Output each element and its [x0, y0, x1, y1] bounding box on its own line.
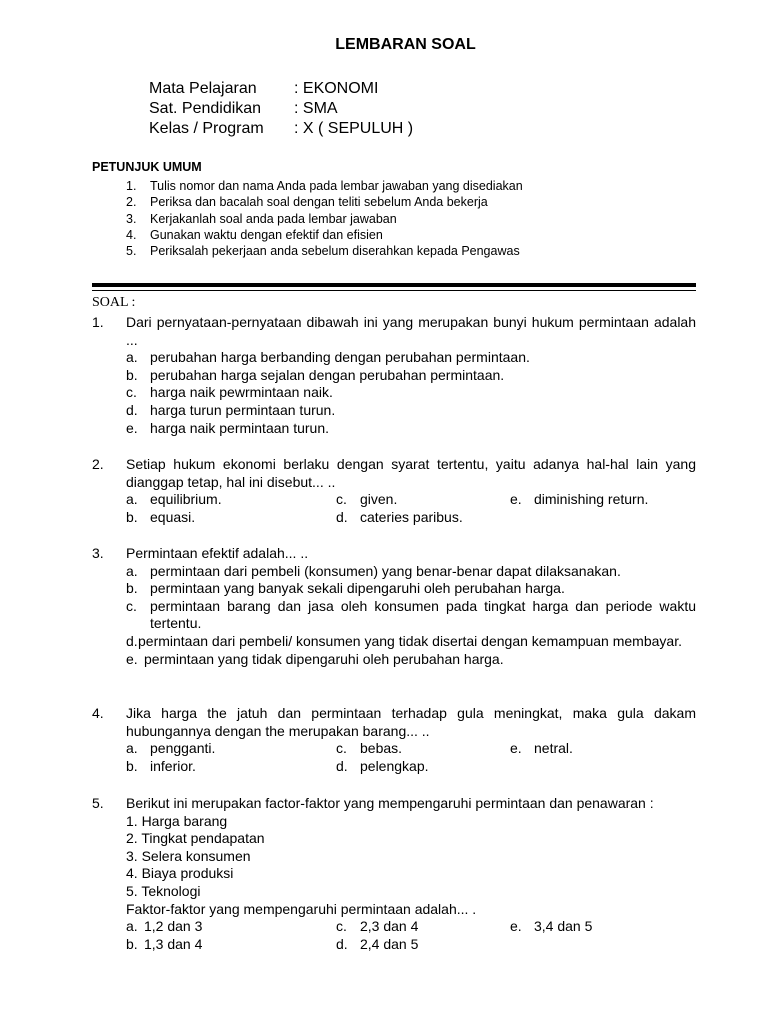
question-prompt: Faktor-faktor yang mempengaruhi permintaan adalah... .	[126, 900, 477, 917]
option-letter: a.	[126, 349, 138, 366]
option-b	[126, 758, 196, 776]
option-b	[126, 509, 195, 527]
option-letter: b.	[126, 366, 138, 383]
instruction-text: Kerjakanlah soal anda pada lembar jawaban	[150, 211, 397, 226]
instruction-number: 5.	[126, 244, 137, 259]
option-text: cateries paribus.	[360, 508, 463, 525]
question-2	[92, 456, 696, 526]
option-text: permintaan dari pembeli/ konsumen yang tidak disertai dengan kemampuan membayar.	[138, 632, 682, 649]
option-text: permintaan yang banyak sekali dipengaruhi oleh perubahan harga.	[150, 580, 565, 597]
option-c	[126, 384, 696, 402]
option-row	[126, 509, 696, 527]
option-e	[126, 651, 696, 669]
instruction-item	[126, 211, 523, 227]
option-text: harga naik pewrmintaan naik.	[150, 384, 333, 401]
option-text: perubahan harga berbanding dengan perubahan permintaan.	[150, 349, 530, 366]
option-a	[126, 491, 222, 509]
option-text: perubahan harga sejalan dengan perubahan permintaan.	[150, 366, 505, 383]
option-d	[126, 633, 696, 651]
factor-item: 1. Harga barang	[126, 812, 228, 829]
option-letter: a.	[126, 562, 138, 579]
divider-thin	[92, 290, 696, 291]
subject-info	[149, 79, 413, 139]
option-c	[336, 491, 397, 509]
option-text: pengganti.	[150, 740, 216, 757]
option-letter: d.	[336, 757, 348, 774]
option-letter: e.	[510, 918, 522, 935]
option-e	[510, 918, 592, 936]
meta-row-subject	[149, 79, 413, 99]
option-d	[336, 936, 418, 954]
option-row	[126, 758, 696, 776]
option-letter: a.	[126, 491, 138, 508]
option-letter: c.	[126, 597, 137, 614]
option-letter: d.	[126, 401, 138, 418]
instruction-text: Gunakan waktu dengan efektif dan efisien	[150, 227, 383, 242]
option-c	[336, 740, 402, 758]
instruction-number: 1.	[126, 179, 137, 193]
factor-item: 3. Selera konsumen	[126, 847, 251, 864]
instructions-title: PETUNJUK UMUM	[92, 160, 202, 174]
question-number: 1.	[92, 314, 104, 330]
option-letter: c.	[126, 384, 137, 401]
option-letter: d.	[336, 508, 348, 525]
meta-row-school	[149, 99, 413, 119]
question-number: 5.	[92, 795, 104, 811]
question-5	[92, 795, 696, 953]
option-row	[126, 936, 696, 954]
option-d	[336, 509, 463, 527]
option-text: permintaan barang dan jasa oleh konsumen pada tingkat harga dan periode waktu tertentu.	[150, 597, 696, 632]
option-a	[126, 740, 215, 758]
option-letter: c.	[336, 491, 347, 508]
question-text: Setiap hukum ekonomi berlaku dengan syarat tertentu, yaitu adanya hal-hal lain yang dianggap tetap, hal ini disebut... ..	[126, 456, 696, 490]
instruction-text: Periksalah pekerjaan anda sebelum diserahkan kepada Pengawas	[150, 244, 520, 259]
divider-thick	[92, 283, 696, 287]
instructions-list	[126, 178, 523, 259]
option-text: inferior.	[150, 757, 196, 774]
question-text: Berikut ini merupakan factor-faktor yang mempengaruhi permintaan dan penawaran :	[126, 795, 654, 811]
question-text: Dari pernyataan-pernyataan dibawah ini yang merupakan bunyi hukum permintaan adalah ...	[126, 314, 696, 348]
option-letter: e.	[510, 740, 522, 757]
option-text: 2,4 dan 5	[360, 935, 419, 952]
option-text: equilibrium.	[150, 491, 222, 508]
option-text: 2,3 dan 4	[360, 918, 419, 935]
factor-item: 2. Tingkat pendapatan	[126, 830, 265, 847]
option-e	[510, 491, 648, 509]
meta-label: Kelas / Program	[149, 120, 264, 137]
option-b	[126, 936, 202, 954]
option-letter: c.	[336, 918, 347, 935]
option-d	[126, 402, 696, 420]
question-number: 4.	[92, 705, 104, 721]
option-a	[126, 349, 696, 367]
meta-value: : SMA	[294, 100, 338, 117]
option-letter: a.	[126, 740, 138, 757]
meta-value: : X ( SEPULUH )	[294, 120, 414, 137]
option-letter: a.	[126, 918, 138, 935]
question-3	[92, 545, 696, 668]
option-letter: b.	[126, 935, 138, 952]
option-c	[336, 918, 418, 936]
option-text: equasi.	[150, 508, 196, 525]
option-e	[126, 420, 696, 438]
option-text: harga naik permintaan turun.	[150, 419, 329, 436]
option-row	[126, 918, 696, 936]
instruction-number: 4.	[126, 227, 137, 242]
option-letter: d.	[336, 935, 348, 952]
option-text: 3,4 dan 5	[534, 918, 593, 935]
option-text: given.	[360, 491, 398, 508]
option-text: netral.	[534, 740, 573, 757]
instruction-item	[126, 178, 523, 194]
option-text: harga turun permintaan turun.	[150, 401, 336, 418]
questions-heading: SOAL :	[92, 295, 136, 310]
instruction-number: 2.	[126, 195, 137, 210]
option-letter: b.	[126, 580, 138, 597]
option-d	[336, 758, 429, 776]
option-letter: b.	[126, 508, 138, 525]
option-row	[126, 491, 696, 509]
meta-row-class	[149, 119, 413, 139]
meta-value: : EKONOMI	[294, 80, 379, 97]
option-text: pelengkap.	[360, 757, 429, 774]
option-letter: e.	[510, 491, 522, 508]
question-text: Jika harga the jatuh dan permintaan terhadap gula meningkat, maka gula dakam hubungannya dengan the merupakan barang... ..	[126, 705, 696, 739]
page-title: LEMBARAN SOAL	[335, 36, 476, 53]
option-c	[126, 598, 696, 633]
question-number: 2.	[92, 456, 104, 472]
option-text: diminishing return.	[534, 491, 649, 508]
option-letter: d.	[126, 632, 138, 649]
instruction-item	[126, 243, 523, 259]
option-b	[126, 580, 696, 598]
question-text: Permintaan efektif adalah... ..	[126, 545, 309, 561]
option-text: 1,3 dan 4	[144, 935, 203, 952]
instruction-item	[126, 227, 523, 243]
factor-item: 4. Biaya produksi	[126, 865, 234, 882]
option-row	[126, 740, 696, 758]
question-4	[92, 705, 696, 775]
option-letter: c.	[336, 740, 347, 757]
option-e	[510, 740, 573, 758]
option-text: 1,2 dan 3	[144, 918, 203, 935]
option-text: permintaan dari pembeli (konsumen) yang benar-benar dapat dilaksanakan.	[150, 562, 621, 579]
option-b	[126, 367, 696, 385]
meta-label: Mata Pelajaran	[149, 80, 257, 97]
option-letter: e.	[126, 419, 138, 436]
option-text: bebas.	[360, 740, 403, 757]
option-letter: e.	[126, 650, 138, 667]
question-1	[92, 314, 696, 437]
instruction-number: 3.	[126, 211, 137, 226]
option-text: permintaan yang tidak dipengaruhi oleh perubahan harga.	[144, 650, 504, 667]
instruction-item	[126, 194, 523, 210]
meta-label: Sat. Pendidikan	[149, 100, 262, 117]
option-a	[126, 918, 202, 936]
option-letter: b.	[126, 757, 138, 774]
instruction-text: Periksa dan bacalah soal dengan teliti sebelum Anda bekerja	[150, 195, 488, 210]
question-number: 3.	[92, 545, 104, 561]
option-a	[126, 563, 696, 581]
instruction-text: Tulis nomor dan nama Anda pada lembar jawaban yang disediakan	[150, 179, 523, 193]
factor-item: 5. Teknologi	[126, 882, 201, 899]
